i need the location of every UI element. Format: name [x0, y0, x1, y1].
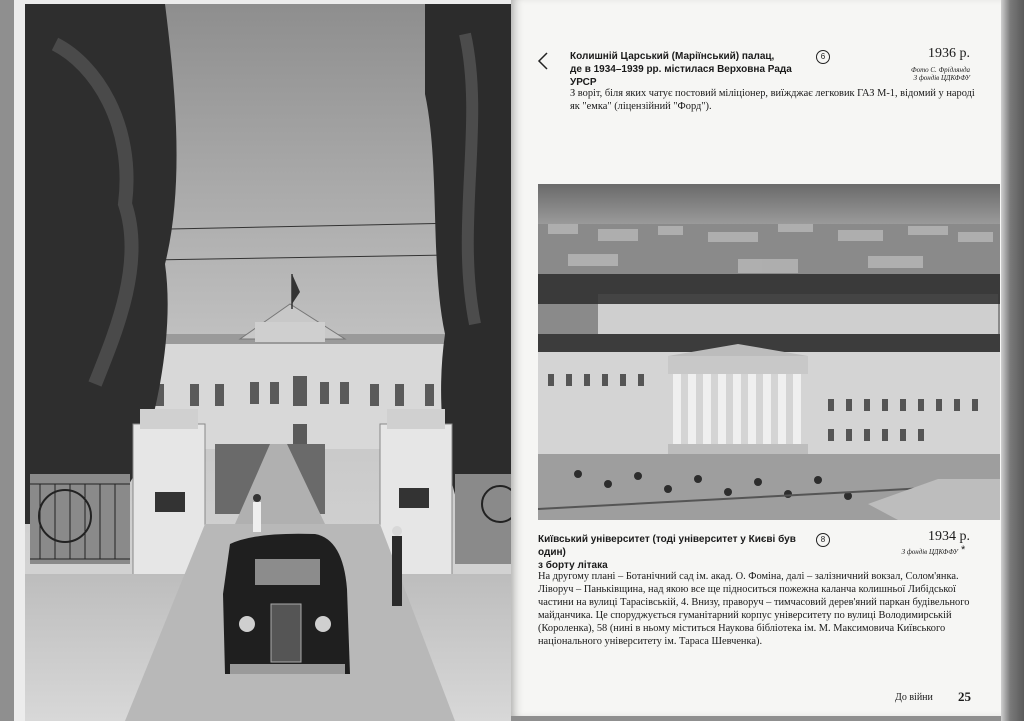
section-title: До війни	[895, 692, 933, 703]
photo2-number: 8	[816, 533, 830, 547]
palace-photo	[25, 4, 511, 721]
photo1-year: 1936 р.	[928, 46, 970, 61]
photo2-description: На другому плані – Ботанічний сад ім. акад. О. Фоміна, далі – залізничний вокзал, Солом'янка. Ліворуч – Паньківщина, над якою все ще підноситься пожежна каланча колишньої Либідської частини на вулиці Тарасівській, 4. Внизу, праворуч – тимчасовий дерев'яний паркан будівельного майданчика. Це споруджується гуманітарний корпус університету по вулиці Володимирській (Короленка), 58 (нині в ньому міститься Наукова бібліотека ім. М. Максимовича Київського національного університету ім. Тараса Шевченка).	[538, 571, 970, 647]
photo1-title: Колишній Царський (Маріїнський) палац, де в 1934–1939 рр. містилася Верховна Рада УРСР	[570, 51, 792, 88]
photo1-number: 6	[816, 50, 830, 64]
photo2-year: 1934 р.	[928, 529, 970, 544]
photo2-credit: З фондів ЦДКФФУ	[901, 548, 958, 556]
photo2-title: Київський університет (тоді університет у Києві був один) з борту літака	[538, 534, 796, 571]
university-aerial-photo	[538, 184, 1000, 520]
asterisk-mark: *	[961, 544, 966, 556]
photo1-description: З воріт, біля яких чатує постовий міліціонер, виїжджає легковик ГАЗ М-1, відомий у народі як "емка" (ліцензійний "Форд").	[570, 88, 975, 112]
photo1-credit: Фото С. Фрідлянда З фондів ЦДКФФУ	[910, 66, 970, 82]
page-number: 25	[958, 689, 971, 704]
chevron-left-icon[interactable]	[537, 52, 549, 70]
page-edge	[1001, 0, 1024, 721]
